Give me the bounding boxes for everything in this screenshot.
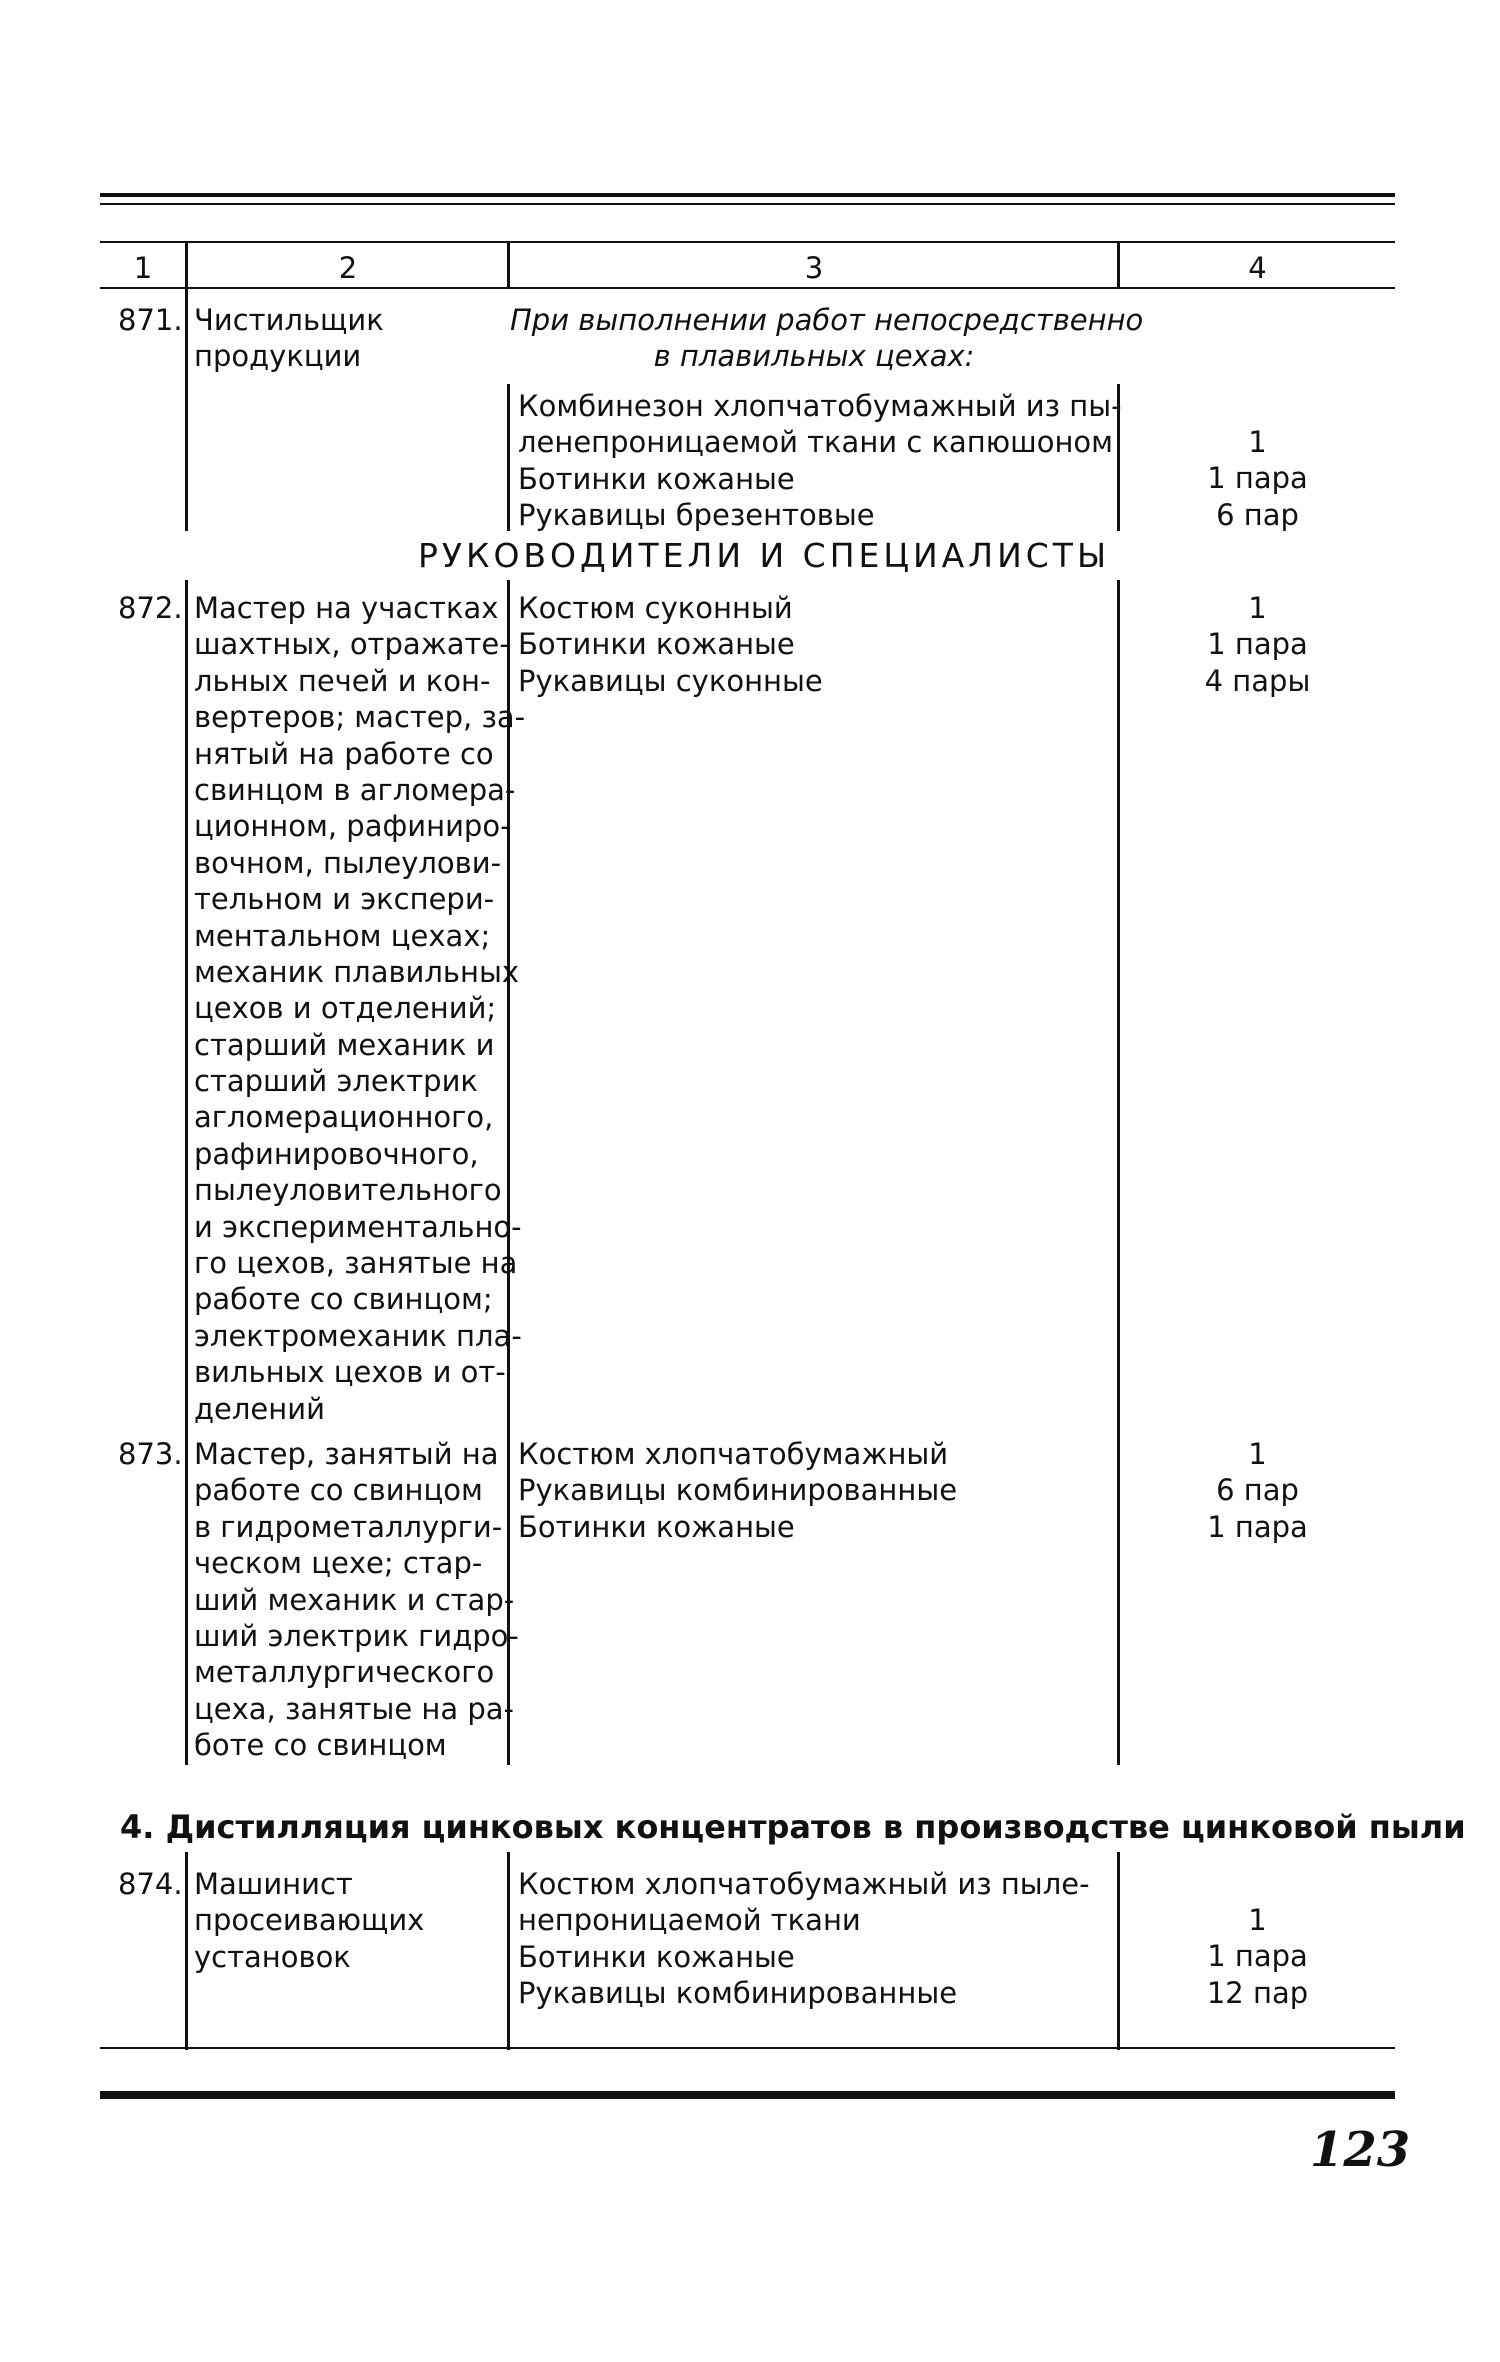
profession-line: работе со свинцом bbox=[194, 1473, 483, 1508]
profession-line: ший электрик гидро- bbox=[194, 1618, 519, 1653]
profession-line: боте со свинцом bbox=[194, 1728, 447, 1763]
profession-line: просеивающих bbox=[194, 1903, 425, 1938]
item-line: Ботинки кожаные bbox=[518, 1509, 795, 1544]
profession-line: Машинист bbox=[194, 1867, 353, 1901]
profession-line: свинцом в агломера- bbox=[194, 772, 516, 807]
profession-line: установок bbox=[194, 1939, 351, 1974]
profession-line: Чистильщик bbox=[194, 303, 384, 337]
profession-line: и экспериментально- bbox=[194, 1209, 522, 1244]
profession-line: шахтных, отражате- bbox=[194, 627, 510, 662]
row-874-items bbox=[518, 1866, 1090, 2012]
profession-line: агломерационного, bbox=[194, 1100, 494, 1135]
rows-872-873-divider-3 bbox=[1117, 580, 1120, 1765]
profession-line: металлургического bbox=[194, 1655, 495, 1690]
profession-line: вочном, пылеулови- bbox=[194, 845, 502, 880]
quantity: 1 bbox=[1248, 591, 1267, 625]
table-bottom-rule bbox=[100, 2047, 1395, 2049]
quantity: 1 пара bbox=[1207, 627, 1308, 662]
row-871-items bbox=[518, 388, 1122, 534]
column-number-2: 2 bbox=[338, 251, 358, 285]
profession-line: льных печей и кон- bbox=[194, 663, 491, 698]
profession-line: вильных цехов и от- bbox=[194, 1355, 506, 1390]
row-871-divider-2 bbox=[507, 384, 510, 531]
profession-line: в гидрометаллурги- bbox=[194, 1509, 503, 1544]
header-top-rule bbox=[100, 241, 1395, 243]
profession-line: го цехов, занятые на bbox=[194, 1246, 518, 1281]
item-line: Ботинки кожаные bbox=[518, 461, 795, 496]
profession-line: работе со свинцом; bbox=[194, 1282, 493, 1317]
row-871-profession bbox=[194, 302, 384, 375]
row-872-number: 872. bbox=[118, 591, 183, 625]
quantity: 6 пар bbox=[1216, 497, 1299, 532]
item-line: Рукавицы комбинированные bbox=[518, 1473, 958, 1508]
profession-line: механик плавильных bbox=[194, 954, 520, 989]
profession-line: пылеуловительного bbox=[194, 1173, 502, 1208]
item-line: Рукавицы суконные bbox=[518, 663, 823, 698]
group-heading: РУКОВОДИТЕЛИ И СПЕЦИАЛИСТЫ bbox=[418, 536, 1111, 575]
item-line: Костюм хлопчатобумажный из пыле- bbox=[518, 1867, 1090, 1901]
row-874-profession bbox=[194, 1866, 424, 1975]
profession-line: цехов и отделений; bbox=[194, 991, 497, 1026]
row-874-divider-1 bbox=[185, 1852, 188, 2050]
header-divider-2 bbox=[507, 241, 510, 289]
quantity: 1 bbox=[1248, 1903, 1267, 1937]
header-divider-3 bbox=[1117, 241, 1120, 289]
row-872-items bbox=[518, 590, 823, 699]
row-871-number: 871. bbox=[118, 303, 183, 337]
row-871-condition-line-2: в плавильных цехах: bbox=[653, 339, 975, 373]
item-line: ленепроницаемой ткани с капюшоном bbox=[518, 425, 1114, 460]
profession-line: делений bbox=[194, 1391, 325, 1426]
profession-line: тельном и экспери- bbox=[194, 882, 495, 917]
item-line: Комбинезон хлопчатобумажный из пы- bbox=[518, 389, 1122, 423]
rows-872-873-divider-1 bbox=[185, 580, 188, 1765]
profession-line: нятый на работе со bbox=[194, 736, 494, 771]
item-line: непроницаемой ткани bbox=[518, 1903, 861, 1938]
profession-line: старший механик и bbox=[194, 1027, 495, 1062]
quantity: 1 bbox=[1248, 1437, 1267, 1471]
quantity: 1 пара bbox=[1207, 1939, 1308, 1974]
column-number-4: 4 bbox=[1248, 251, 1267, 285]
profession-line: ший механик и стар- bbox=[194, 1582, 515, 1617]
profession-line: цеха, занятые на ра- bbox=[194, 1691, 514, 1726]
profession-line: ционном, рафиниро- bbox=[194, 809, 511, 844]
top-rule-thick bbox=[100, 193, 1395, 197]
item-line: Рукавицы брезентовые bbox=[518, 498, 875, 533]
quantity: 6 пар bbox=[1216, 1473, 1299, 1508]
row-871-quantities bbox=[1120, 424, 1395, 533]
quantity: 12 пар bbox=[1206, 1975, 1309, 2010]
item-line: Костюм хлопчатобумажный bbox=[518, 1437, 949, 1471]
row-871-condition-line-1: При выполнении работ непосредственно bbox=[510, 303, 1144, 337]
page-number: 123 bbox=[1310, 2122, 1411, 2178]
profession-line: ческом цехе; стар- bbox=[194, 1546, 483, 1581]
row-871-divider-1 bbox=[185, 289, 188, 531]
profession-line: Мастер на участках bbox=[194, 591, 499, 625]
profession-line: ментальном цехах; bbox=[194, 918, 491, 953]
header-divider-1 bbox=[185, 241, 188, 289]
column-number-1: 1 bbox=[133, 251, 153, 285]
profession-line: электромеханик пла- bbox=[194, 1318, 522, 1353]
row-874-divider-2 bbox=[507, 1852, 510, 2050]
header-bottom-rule bbox=[100, 287, 1395, 289]
row-873-quantities bbox=[1120, 1436, 1395, 1545]
profession-line: продукции bbox=[194, 339, 362, 374]
profession-line: старший электрик bbox=[194, 1064, 478, 1099]
row-872-profession bbox=[194, 590, 525, 1427]
footer-rule bbox=[100, 2091, 1395, 2099]
item-line: Рукавицы комбинированные bbox=[518, 1976, 958, 2011]
quantity: 1 пара bbox=[1207, 461, 1308, 496]
row-874-quantities bbox=[1120, 1902, 1395, 2011]
row-873-profession bbox=[194, 1436, 519, 1764]
item-line: Ботинки кожаные bbox=[518, 1939, 795, 1974]
row-873-items bbox=[518, 1436, 957, 1545]
item-line: Ботинки кожаные bbox=[518, 627, 795, 662]
top-rule-thin bbox=[100, 203, 1395, 205]
profession-line: рафинировочного, bbox=[194, 1136, 479, 1171]
profession-line: вертеров; мастер, за- bbox=[194, 700, 526, 735]
quantity: 4 пары bbox=[1204, 663, 1311, 698]
row-874-number: 874. bbox=[118, 1867, 183, 1901]
quantity: 1 пара bbox=[1207, 1509, 1308, 1544]
quantity: 1 bbox=[1248, 425, 1267, 459]
row-873-number: 873. bbox=[118, 1437, 183, 1471]
profession-line: Мастер, занятый на bbox=[194, 1437, 499, 1471]
row-872-quantities bbox=[1120, 590, 1395, 699]
column-number-3: 3 bbox=[804, 251, 824, 285]
section-title: 4. Дистилляция цинковых концентратов в производстве цинковой пыли bbox=[120, 1808, 1466, 1846]
item-line: Костюм суконный bbox=[518, 591, 793, 625]
